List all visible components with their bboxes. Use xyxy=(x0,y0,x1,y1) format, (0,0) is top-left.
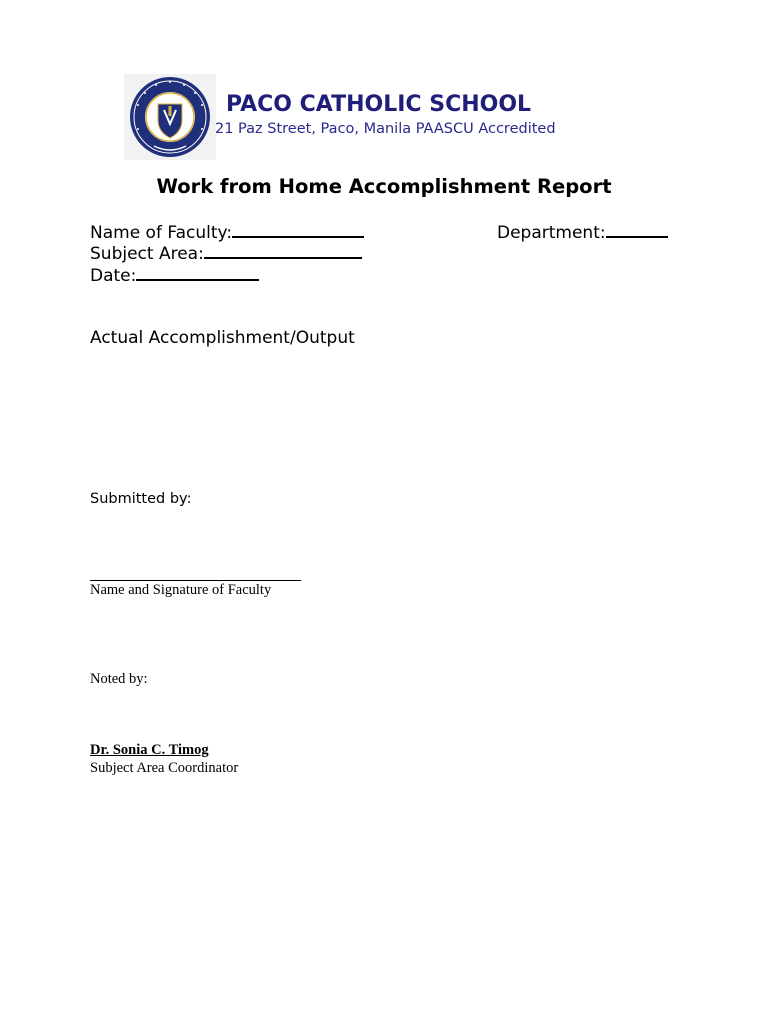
signature-caption: Name and Signature of Faculty xyxy=(90,582,272,598)
subject-area-blank[interactable] xyxy=(204,243,362,259)
coordinator-name: Dr. Sonia C. Timog xyxy=(90,742,209,758)
school-seal-icon xyxy=(124,74,216,160)
report-title: Work from Home Accomplishment Report xyxy=(156,175,612,198)
department-label: Department: xyxy=(497,223,606,243)
date-label: Date: xyxy=(90,266,137,286)
faculty-name-field[interactable] xyxy=(90,222,364,243)
school-address: 21 Paz Street, Paco, Manila PAASCU Accredited xyxy=(215,121,556,137)
date-blank[interactable] xyxy=(136,265,259,281)
submitted-by-label: Submitted by: xyxy=(90,491,192,507)
school-name: PACO CATHOLIC SCHOOL xyxy=(226,92,532,117)
signature-line xyxy=(90,580,301,581)
subject-area-label: Subject Area: xyxy=(90,244,204,264)
noted-by-label: Noted by: xyxy=(90,671,148,687)
accomplishment-heading: Actual Accomplishment/Output xyxy=(90,328,355,348)
date-field[interactable] xyxy=(90,265,259,286)
subject-area-field[interactable] xyxy=(90,243,362,264)
faculty-name-label: Name of Faculty: xyxy=(90,223,233,243)
department-blank[interactable] xyxy=(606,222,668,238)
coordinator-role: Subject Area Coordinator xyxy=(90,760,239,776)
department-field[interactable] xyxy=(497,222,668,243)
faculty-name-blank[interactable] xyxy=(232,222,364,238)
